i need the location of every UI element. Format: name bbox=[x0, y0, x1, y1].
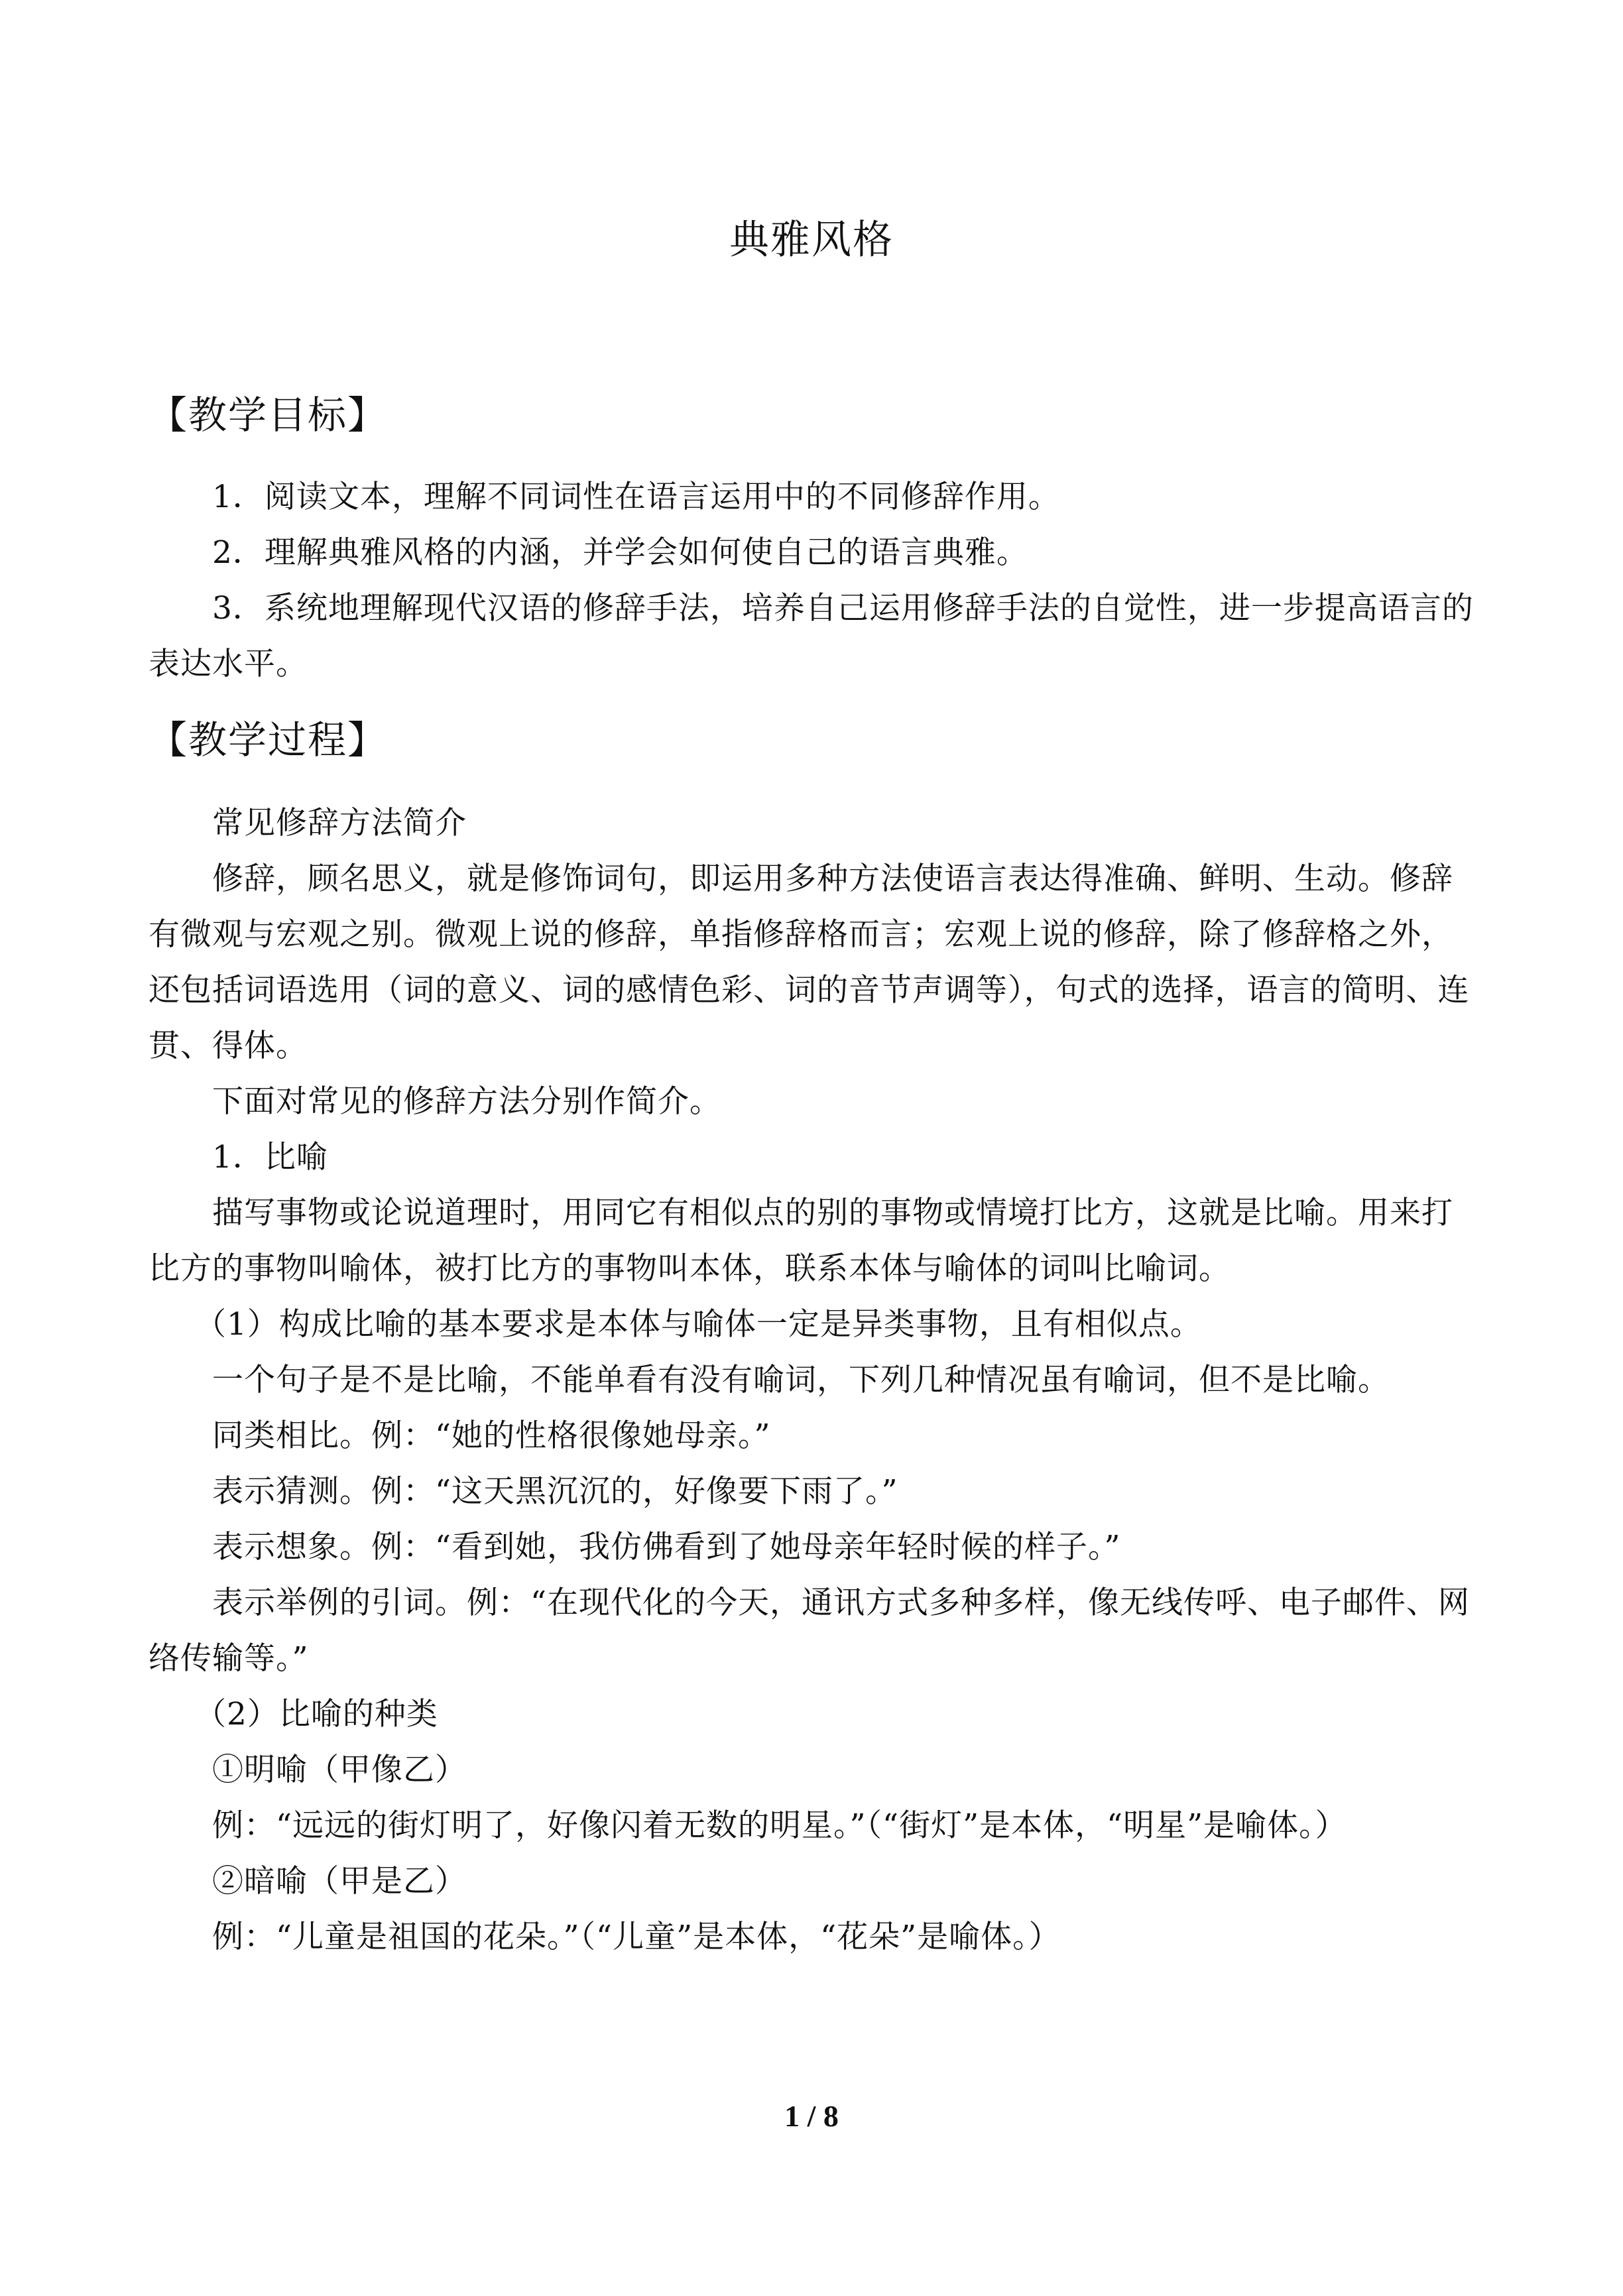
paragraph: （1）构成比喻的基本要求是本体与喻体一定是异类事物，且有相似点。 bbox=[195, 1306, 1202, 1343]
paragraph: 描写事物或论说道理时，用同它有相似点的别的事物或情境打比方，这就是比喻。用来打比方的事物叫喻体，被打比方的事物叫本体，联系本体与喻体的词叫比喻词。 bbox=[149, 1195, 1453, 1287]
paragraph: 表示想象。例：“看到她，我仿佛看到了她母亲年轻时候的样子。” bbox=[212, 1529, 1121, 1565]
paragraph: ①明喻（甲像乙） bbox=[212, 1752, 467, 1788]
paragraph: 1．比喻 bbox=[212, 1139, 328, 1176]
paragraph: 常见修辞方法简介 bbox=[212, 805, 467, 841]
document-title: 典雅风格 bbox=[729, 217, 894, 263]
paragraph: 例：“远远的街灯明了，好像闪着无数的明星。”（“街灯”是本体，“明星”是喻体。） bbox=[212, 1807, 1347, 1844]
objectives-body bbox=[149, 469, 1474, 692]
process-body bbox=[149, 796, 1474, 1965]
paragraph: 修辞，顾名思义，就是修饰词句，即运用多种方法使语言表达得准确、鲜明、生动。修辞有微观与宏观之别。微观上说的修辞，单指修辞格而言；宏观上说的修辞，除了修辞格之外，还包括词语选用（词的意义、词的感情色彩、词的音节声调等），句式的选择，语言的简明、连贯、得体。 bbox=[149, 861, 1470, 1064]
paragraph: 表示猜测。例：“这天黑沉沉的，好像要下雨了。” bbox=[212, 1473, 898, 1510]
objective-item: 2．理解典雅风格的内涵，并学会如何使自己的语言典雅。 bbox=[212, 534, 1028, 571]
paragraph: （2）比喻的种类 bbox=[195, 1696, 438, 1732]
paragraph: ②暗喻（甲是乙） bbox=[212, 1863, 467, 1900]
objective-item: 3．系统地理解现代汉语的修辞手法，培养自己运用修辞手法的自觉性，进一步提高语言的表达水平。 bbox=[149, 590, 1474, 682]
objective-item: 1．阅读文本，理解不同词性在语言运用中的不同修辞作用。 bbox=[212, 479, 1060, 515]
paragraph: 表示举例的引词。例：“在现代化的今天，通讯方式多种多样，像无线传呼、电子邮件、网络传输等。” bbox=[149, 1585, 1471, 1677]
paragraph: 下面对常见的修辞方法分别作简介。 bbox=[212, 1083, 721, 1120]
paragraph: 同类相比。例：“她的性格很像她母亲。” bbox=[212, 1418, 771, 1454]
section-heading-objectives: 【教学目标】 bbox=[149, 393, 388, 438]
section-heading-process: 【教学过程】 bbox=[149, 717, 388, 762]
paragraph: 例：“儿童是祖国的花朵。”（“儿童”是本体，“花朵”是喻体。） bbox=[212, 1919, 1061, 1955]
paragraph: 一个句子是不是比喻，不能单看有没有喻词，下列几种情况虽有喻词，但不是比喻。 bbox=[212, 1362, 1390, 1398]
page-number: 1 / 8 bbox=[784, 2099, 839, 2133]
